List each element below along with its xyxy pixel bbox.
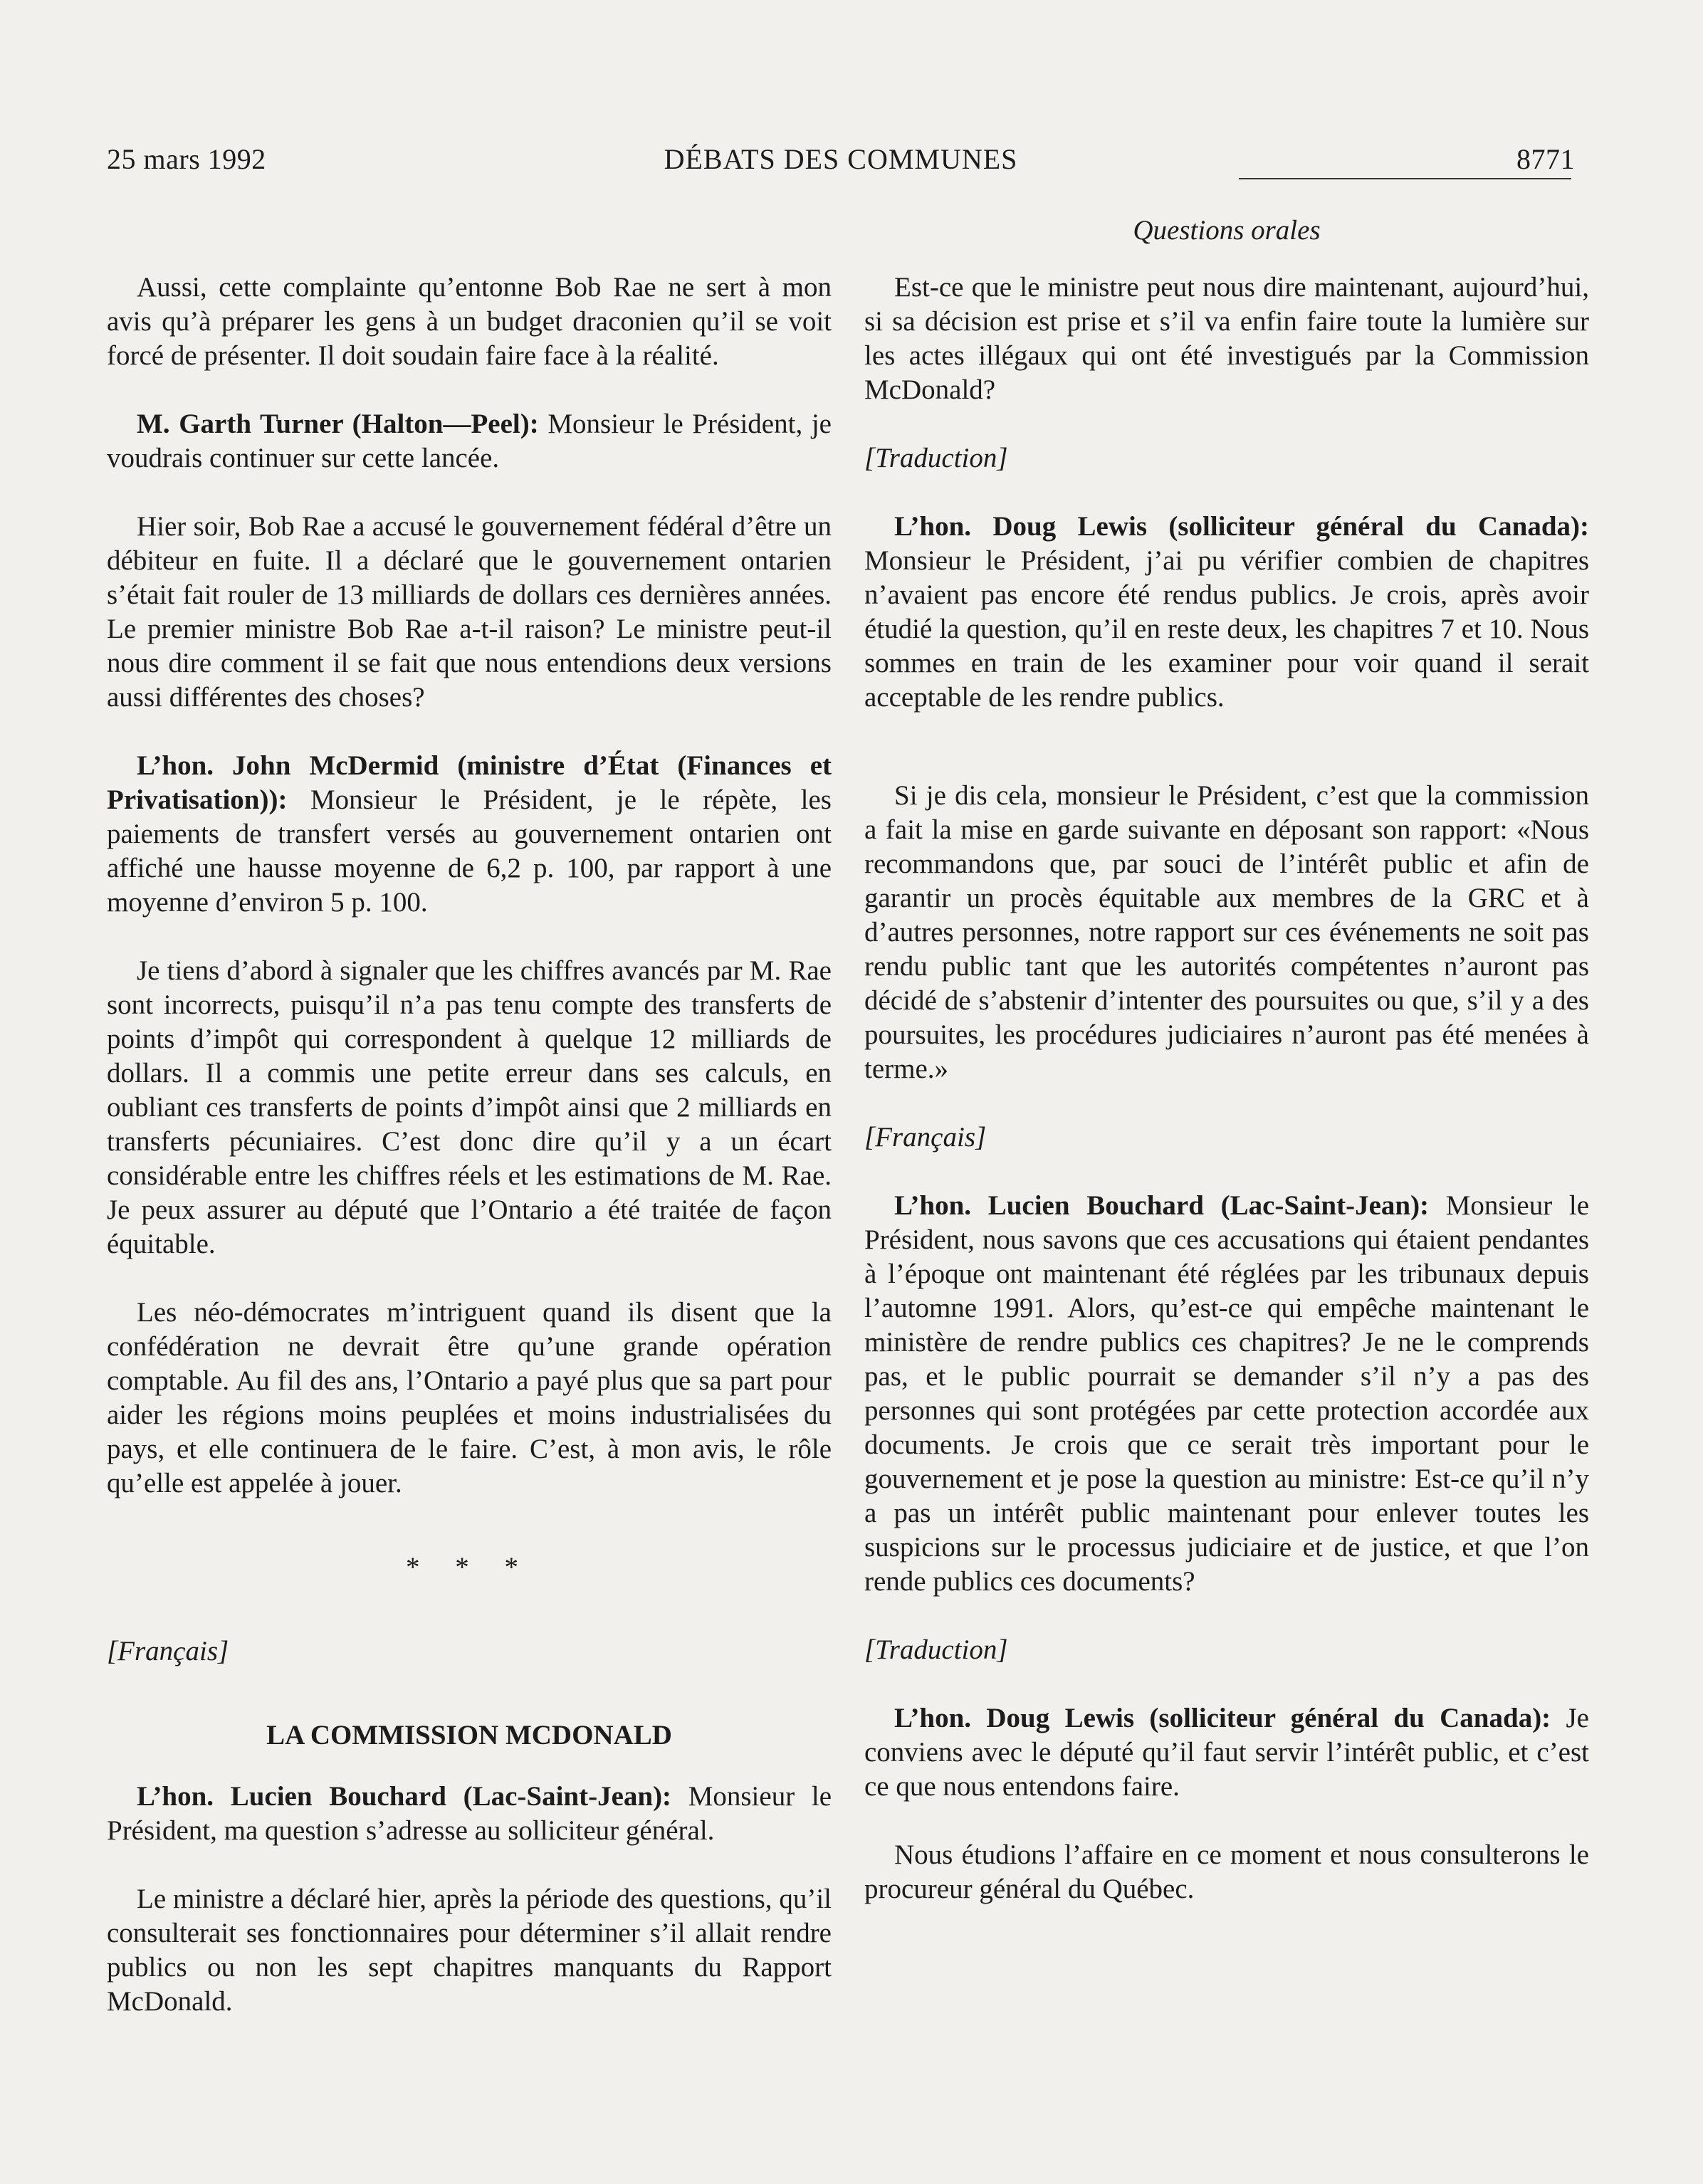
paragraph: [864, 510, 1589, 715]
section-separator: * * *: [406, 1552, 533, 1582]
paragraph: Les néo-démocrates m’intriguent quand ils disent que la confédération ne devrait être qu’une grande opération comptable. Au fil des ans, l’Ontario a payé plus que sa part pour aider les régions moins peuplées et moins industrialisées du pays, et elle continuera de le faire. C’est, à mon avis, le rôle qu’elle est appelée à jouer.: [107, 1297, 832, 1498]
speaker-name: L’hon. Doug Lewis (solliciteur général du Canada):: [894, 1703, 1551, 1733]
paragraph: Aussi, cette complainte qu’entonne Bob Rae ne sert à mon avis qu’à préparer les gens à un budget draconien qu’il se voit forcé de présenter. Il doit soudain faire face à la réalité.: [107, 272, 832, 371]
language-marker: [Français]: [864, 1122, 987, 1153]
speech-text: Monsieur le Président, nous savons que ces accusations qui étaient pendantes à l’époque ont maintenant été réglées par les tribunaux depuis l’automne 1991. Alors, qu’est-ce qui empêche maintenant le ministère de rendre publics ces chapitres? Je ne le comprends pas, et le public pourrait se demander s’il n’y a pas des personnes qui sont protégées par cette protection accordée aux documents. Je crois que ce serait très important pour le gouvernement et je pose la question au ministre: Est-ce qu’il n’y a pas un intérêt public maintenant pour enlever toutes les suspicions sur le processus judiciaire et de justice, et que l’on rende publics ces documents?: [864, 1190, 1589, 1597]
paragraph: Hier soir, Bob Rae a accusé le gouvernement fédéral d’être un débiteur en fuite. Il a déclaré que le gouvernement ontarien s’était fait rouler de 13 milliards de dollars ces dernières années. Le premier ministre Bob Rae a-t-il raison? Le ministre peut-il nous dire comment il se fait que nous entendions deux versions aussi différentes des choses?: [107, 511, 832, 713]
header-date: 25 mars 1992: [107, 143, 266, 175]
language-marker: [Traduction]: [864, 443, 1008, 473]
header-rule: [1239, 178, 1571, 179]
speech-text: Monsieur le Président, j’ai pu vérifier combien de chapitres n’avaient pas encore été rendus publics. Je crois, après avoir étudié la question, qu’il en reste deux, les chapitres 7 et 10. Nous sommes en train de les examiner pour voir quand il serait acceptable de les rendre publics.: [864, 545, 1589, 713]
language-marker: [Français]: [107, 1636, 229, 1666]
paragraph: [864, 1701, 1589, 1804]
speaker-name: L’hon. Lucien Bouchard (Lac-Saint-Jean):: [894, 1190, 1430, 1221]
speech-text: Monsieur le Président, ma question s’adresse au solliciteur général.: [107, 1781, 832, 1846]
speaker-name: L’hon. Lucien Bouchard (Lac-Saint-Jean):: [137, 1781, 672, 1812]
paragraph: Si je dis cela, monsieur le Président, c’est que la commission a fait la mise en garde suivante en déposant son rapport: «Nous recommandons que, par souci de l’intérêt public et afin de garantir un procès équitable aux membres de la GRC et à d’autres personnes, notre rapport sur ces événements ne soit pas rendu public tant que les autorités compétentes n’auront pas décidé de s’abstenir d’intenter des poursuites ou que, s’il y a des poursuites, les procédures judiciaires n’auront pas été menées à terme.»: [864, 780, 1589, 1084]
paragraph: [107, 749, 832, 920]
paragraph: Est-ce que le ministre peut nous dire maintenant, aujourd’hui, si sa décision est prise et s’il va enfin faire toute la lumière sur les actes illégaux qui ont été investigués par la Commission McDonald?: [864, 272, 1589, 405]
page-number: 8771: [1516, 143, 1575, 175]
paragraph: [107, 407, 832, 476]
page-header: [107, 142, 1575, 185]
speaker-name: L’hon. Doug Lewis (solliciteur général du Canada):: [894, 511, 1589, 542]
paragraph: Le ministre a déclaré hier, après la période des questions, qu’il consulterait ses fonctionnaires pour déterminer s’il allait rendre publics ou non les sept chapitres manquants du Rapport McDonald.: [107, 1884, 832, 2017]
paragraph: Je tiens d’abord à signaler que les chiffres avancés par M. Rae sont incorrects, puisqu’il n’a pas tenu compte des transferts de points d’impôt qui correspondent à quelque 12 milliards de dollars. Il a commis une petite erreur dans ses calculs, en oubliant ces transferts de points d’impôt ainsi que 2 milliards en transferts pécuniaires. C’est donc dire qu’il y a un écart considérable entre les chiffres réels et les estimations de M. Rae. Je peux assurer au député que l’Ontario a été traitée de façon équitable.: [107, 955, 832, 1259]
running-head: Questions orales: [1133, 215, 1321, 246]
speech-text: Je conviens avec le député qu’il faut servir l’intérêt public, et c’est ce que nous entendons faire.: [864, 1703, 1589, 1802]
speaker-name: L’hon. John McDermid (ministre d’État (Finances et Privatisation)):: [107, 750, 832, 815]
paragraph: [864, 1189, 1589, 1599]
speech-text: Monsieur le Président, je voudrais continuer sur cette lancée.: [107, 409, 832, 473]
left-column: [107, 214, 832, 2019]
right-column: [864, 214, 1589, 1906]
header-title: DÉBATS DES COMMUNES: [664, 143, 1018, 175]
language-marker: [Traduction]: [864, 1634, 1008, 1665]
paragraph: [107, 1780, 832, 1848]
speaker-name: M. Garth Turner (Halton—Peel):: [137, 409, 539, 439]
speech-text: Monsieur le Président, je le répète, les paiements de transfert versés au gouvernement ontarien ont affiché une hausse moyenne de 6,2 p. 100, par rapport à une moyenne d’environ 5 p. 100.: [107, 784, 832, 918]
paragraph: Nous étudions l’affaire en ce moment et nous consulterons le procureur général du Québec.: [864, 1839, 1589, 1904]
section-heading: LA COMMISSION MCDONALD: [266, 1720, 672, 1750]
